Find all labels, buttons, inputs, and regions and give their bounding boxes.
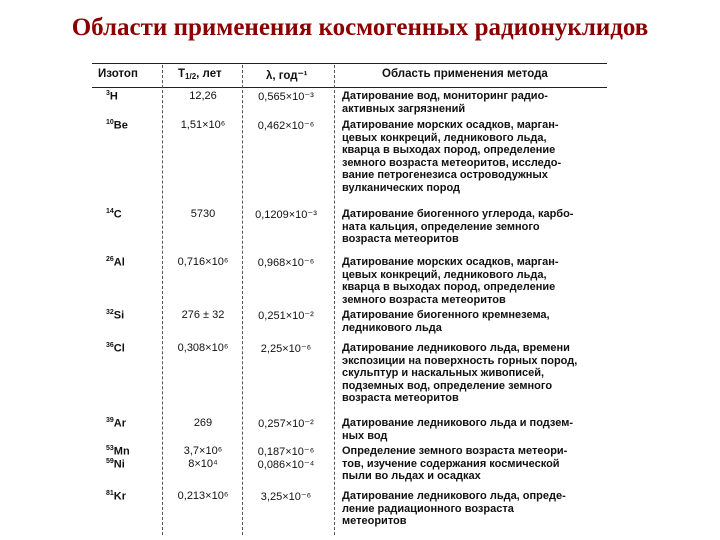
decay-constant-cell: 2,25×10⁻⁶ bbox=[260, 343, 312, 355]
mass-number: 32 bbox=[106, 309, 114, 316]
header-half-life-unit: , лет bbox=[196, 68, 222, 80]
element-symbol: Kr bbox=[113, 490, 127, 503]
application-line: Датирование вод, мониторинг радио- bbox=[342, 90, 548, 102]
half-life-cell: 0,308×10⁶ bbox=[177, 342, 229, 354]
decay-constant-cell: 0,251×10⁻² bbox=[258, 310, 314, 322]
application-line: пыли во льдах и осадках bbox=[342, 470, 481, 483]
application-line: метеоритов bbox=[342, 515, 407, 528]
application-line: земного возраста метеоритов bbox=[342, 293, 506, 306]
application-line: земного возраста метеоритов, исследо- bbox=[342, 156, 562, 169]
header-isotope: Изотоп bbox=[98, 68, 138, 80]
application-cell bbox=[342, 90, 548, 115]
application-cell bbox=[342, 119, 561, 195]
half-life-cell: 5730 bbox=[190, 208, 216, 220]
column-divider bbox=[334, 65, 335, 535]
application-cell bbox=[342, 309, 550, 334]
decay-constant-cell: 0,462×10⁻⁶ bbox=[257, 120, 315, 132]
decay-constant-cell: 0,968×10⁻⁶ bbox=[257, 257, 315, 269]
application-line: подземных вод, определение земного bbox=[342, 379, 553, 392]
half-life-cell: 1,51×10⁶ bbox=[180, 119, 226, 131]
isotope-cell bbox=[106, 417, 126, 430]
application-cell bbox=[342, 256, 559, 306]
element-symbol: Ni bbox=[113, 458, 125, 471]
application-line: возраста метеоритов bbox=[342, 392, 459, 405]
isotope-cell bbox=[106, 490, 126, 503]
mass-number: 10 bbox=[106, 119, 114, 126]
decay-constant-cell: 0,1209×10⁻³ bbox=[255, 209, 317, 221]
application-line: скульптур и наскальных живописей, bbox=[342, 367, 545, 380]
element-symbol: Cl bbox=[113, 342, 125, 355]
half-life-cell: 8×10⁴ bbox=[188, 458, 218, 470]
application-line: активных загрязнений bbox=[342, 102, 466, 115]
application-line: Определение земного возраста метеори- bbox=[342, 445, 568, 457]
isotope-cell bbox=[106, 309, 124, 322]
application-cell bbox=[342, 445, 567, 483]
application-cell bbox=[342, 417, 573, 442]
application-cell bbox=[342, 342, 577, 405]
application-line: Датирование ледникового льда, времени bbox=[342, 342, 570, 354]
application-line: Датирование биогенного кремнезема, bbox=[342, 309, 550, 321]
isotope-cell bbox=[106, 119, 128, 132]
isotope-cell bbox=[106, 445, 130, 458]
element-symbol: H bbox=[109, 90, 118, 103]
element-symbol: Al bbox=[113, 256, 125, 269]
isotope-cell bbox=[106, 458, 125, 471]
application-line: возраста метеоритов bbox=[342, 233, 459, 246]
element-symbol: Si bbox=[113, 309, 125, 322]
half-life-cell: 276 ± 32 bbox=[181, 309, 225, 321]
isotope-cell bbox=[106, 342, 125, 355]
application-line: ната кальция, определение земного bbox=[342, 220, 540, 233]
application-line: вание петрогенезиса островодужных bbox=[342, 169, 548, 182]
application-line: Датирование ледникового льда и подзем- bbox=[342, 417, 573, 429]
application-line: вулканических пород bbox=[342, 181, 461, 194]
decay-constant-cell: 0,187×10⁻⁶ bbox=[257, 446, 315, 458]
slide-title: Области применения космогенных радионуклидов bbox=[71, 14, 649, 41]
mass-number: 59 bbox=[106, 458, 114, 465]
application-cell bbox=[342, 490, 566, 528]
application-line: цевых конкреций, ледникового льда, bbox=[342, 268, 547, 281]
application-line: кварца в выходах пород, определение bbox=[342, 144, 556, 157]
header-half-life-symbol: T bbox=[178, 68, 186, 80]
application-line: ных вод bbox=[342, 429, 388, 442]
half-life-cell: 3,7×10⁶ bbox=[183, 445, 223, 457]
table-header-rule bbox=[92, 87, 607, 88]
mass-number: 39 bbox=[106, 417, 114, 424]
mass-number: 14 bbox=[106, 208, 114, 215]
element-symbol: C bbox=[113, 208, 122, 221]
isotope-cell bbox=[106, 256, 125, 269]
application-cell bbox=[342, 208, 573, 246]
mass-number: 3 bbox=[106, 90, 110, 97]
header-half-life bbox=[178, 68, 222, 81]
application-line: Датирование морских осадков, марган- bbox=[342, 119, 559, 131]
element-symbol: Mn bbox=[113, 445, 130, 458]
decay-constant-cell: 0,565×10⁻³ bbox=[258, 91, 314, 103]
application-line: ление радиационного возраста bbox=[342, 502, 514, 515]
application-line: кварца в выходах пород, определение bbox=[342, 281, 556, 294]
half-life-cell: 269 bbox=[193, 417, 213, 429]
table-top-rule bbox=[92, 63, 607, 64]
decay-constant-cell: 3,25×10⁻⁶ bbox=[260, 491, 312, 503]
header-lambda: λ, год⁻¹ bbox=[266, 70, 308, 82]
column-divider bbox=[242, 65, 243, 535]
decay-constant-cell: 0,086×10⁻⁴ bbox=[257, 459, 315, 471]
mass-number: 36 bbox=[106, 342, 114, 349]
isotope-cell bbox=[106, 90, 118, 103]
application-line: Датирование морских осадков, марган- bbox=[342, 256, 559, 268]
mass-number: 53 bbox=[106, 445, 114, 452]
decay-constant-cell: 0,257×10⁻² bbox=[258, 418, 314, 430]
half-life-cell: 0,716×10⁶ bbox=[177, 256, 229, 268]
column-divider bbox=[162, 65, 163, 535]
application-line: ледникового льда bbox=[342, 321, 442, 334]
application-line: экспозиции на поверхность горных пород, bbox=[342, 354, 578, 367]
header-application: Область применения метода bbox=[382, 68, 548, 80]
mass-number: 81 bbox=[106, 490, 114, 497]
application-line: Датирование ледникового льда, опреде- bbox=[342, 490, 566, 502]
element-symbol: Be bbox=[113, 119, 128, 132]
application-line: Датирование биогенного углерода, карбо- bbox=[342, 208, 574, 220]
mass-number: 26 bbox=[106, 256, 114, 263]
application-line: цевых конкреций, ледникового льда, bbox=[342, 131, 547, 144]
application-line: тов, изучение содержания космической bbox=[342, 457, 560, 470]
header-half-life-subscript: 1/2 bbox=[185, 72, 197, 81]
isotope-cell bbox=[106, 208, 122, 221]
element-symbol: Ar bbox=[113, 417, 127, 430]
half-life-cell: 12,26 bbox=[189, 90, 217, 102]
half-life-cell: 0,213×10⁶ bbox=[177, 490, 229, 502]
